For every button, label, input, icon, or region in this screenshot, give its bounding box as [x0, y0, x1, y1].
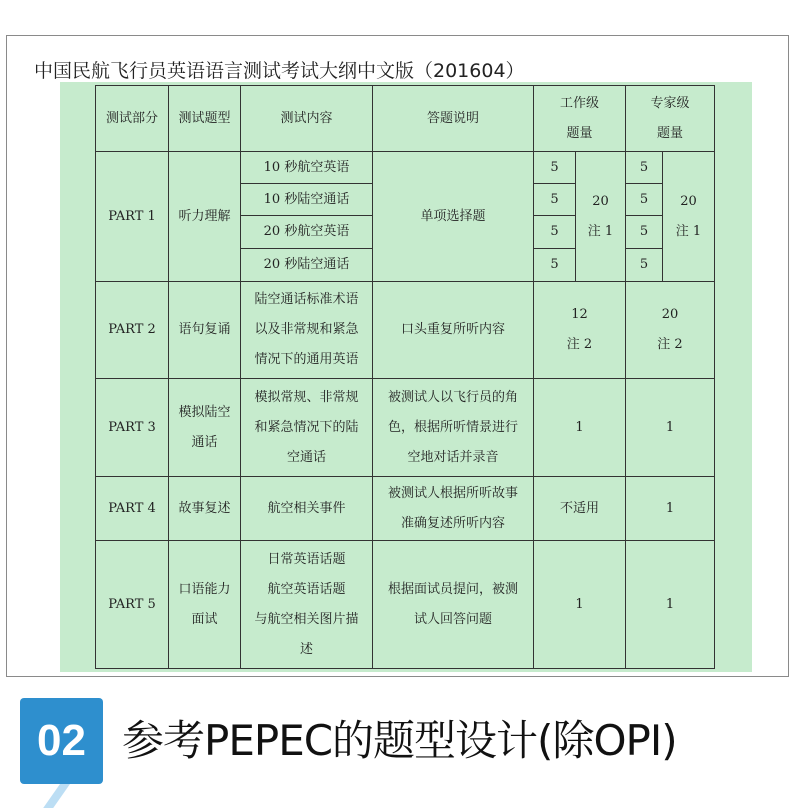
content-line: 与航空相关图片描: [254, 611, 359, 627]
answer-line: 被测试人根据所听故事: [387, 485, 518, 501]
answer-cell: [373, 541, 534, 669]
document-title: 中国民航飞行员英语语言测试考试大纲中文版（201604）: [34, 60, 525, 82]
header-content: 测试内容: [241, 86, 373, 152]
work-cell: 不适用: [534, 477, 626, 541]
work-note: 注 1: [587, 223, 614, 239]
content-cell: [241, 541, 373, 669]
answer-cell: [373, 379, 534, 477]
type-line: 通话: [191, 434, 218, 450]
work-total: [576, 152, 626, 282]
type-cell: [169, 379, 241, 477]
header-answer: 答题说明: [373, 86, 534, 152]
answer-line: 被测试人以飞行员的角: [387, 389, 518, 405]
type-line: 模拟陆空: [178, 404, 231, 420]
exam-table: [95, 85, 715, 669]
part-cell: PART 4: [96, 477, 169, 541]
content-cell: 10 秒陆空通话: [241, 184, 373, 216]
type-cell: [169, 541, 241, 669]
header-work: [534, 86, 626, 152]
part-cell: PART 2: [96, 282, 169, 379]
header-type: 测试题型: [169, 86, 241, 152]
expert-cell: 1: [626, 379, 715, 477]
header-work-line1: 工作级: [559, 95, 599, 111]
expert-cell: [626, 282, 715, 379]
content-cell: 20 秒航空英语: [241, 216, 373, 249]
type-cell: 听力理解: [169, 152, 241, 282]
content-cell: 20 秒陆空通话: [241, 249, 373, 282]
answer-cell: 单项选择题: [373, 152, 534, 282]
expert-note: 注 2: [657, 337, 683, 352]
answer-line: 准确复述所听内容: [400, 515, 505, 531]
work-item: 5: [534, 249, 576, 282]
content-line: 日常英语话题: [267, 551, 346, 567]
table-row: [96, 541, 715, 669]
answer-line: 空地对话并录音: [407, 449, 499, 465]
content-line: 和紧急情况下的陆: [254, 419, 359, 435]
answer-line: 色，根据所听情景进行: [387, 419, 518, 435]
work-value: 12: [571, 307, 588, 322]
work-item: 5: [534, 152, 576, 184]
expert-total-value: 20: [680, 193, 697, 209]
table-row: [96, 477, 715, 541]
table-row: [96, 152, 715, 184]
answer-line: 试人回答问题: [413, 611, 492, 627]
expert-note: 注 1: [675, 223, 702, 239]
content-cell: [241, 282, 373, 379]
type-cell: 故事复述: [169, 477, 241, 541]
table-row: [96, 282, 715, 379]
content-line: 航空英语话题: [267, 581, 346, 597]
header-expert: [626, 86, 715, 152]
section-heading: 参考PEPEC的题型设计(除OPI): [122, 716, 677, 765]
part-cell: PART 3: [96, 379, 169, 477]
expert-item: 5: [626, 152, 663, 184]
table-row: [96, 379, 715, 477]
header-work-line2: 题量: [566, 125, 593, 141]
content-line: 陆空通话标准术语: [254, 292, 359, 307]
type-cell: 语句复诵: [169, 282, 241, 379]
work-cell: [534, 282, 626, 379]
type-line: 面试: [191, 611, 218, 627]
work-note: 注 2: [566, 337, 593, 352]
part-cell: PART 5: [96, 541, 169, 669]
answer-line: 根据面试员提问，被测: [387, 581, 518, 597]
expert-item: 5: [626, 184, 663, 216]
expert-value: 20: [661, 307, 679, 322]
content-line: 述: [299, 641, 313, 657]
content-cell: 10 秒航空英语: [241, 152, 373, 184]
header-expert-line1: 专家级: [650, 95, 690, 111]
header-expert-line2: 题量: [656, 125, 683, 141]
expert-cell: 1: [626, 541, 715, 669]
header-part: 测试部分: [96, 86, 169, 152]
content-line: 模拟常规、非常规: [254, 389, 359, 405]
type-line: 口语能力: [178, 581, 231, 597]
content-line: 空通话: [286, 449, 326, 465]
table-header: [96, 86, 715, 152]
expert-total: [663, 152, 715, 282]
work-total-value: 20: [592, 193, 609, 209]
content-cell: 航空相关事件: [241, 477, 373, 541]
content-line: 以及非常规和紧急: [254, 322, 359, 337]
expert-item: 5: [626, 249, 663, 282]
answer-cell: [373, 477, 534, 541]
content-cell: [241, 379, 373, 477]
expert-item: 5: [626, 216, 663, 249]
answer-cell: 口头重复所听内容: [373, 282, 534, 379]
section-number-badge: 02: [20, 698, 103, 784]
content-line: 情况下的通用英语: [254, 352, 359, 367]
work-cell: 1: [534, 541, 626, 669]
part-cell: PART 1: [96, 152, 169, 282]
work-item: 5: [534, 216, 576, 249]
work-item: 5: [534, 184, 576, 216]
work-cell: 1: [534, 379, 626, 477]
expert-cell: 1: [626, 477, 715, 541]
